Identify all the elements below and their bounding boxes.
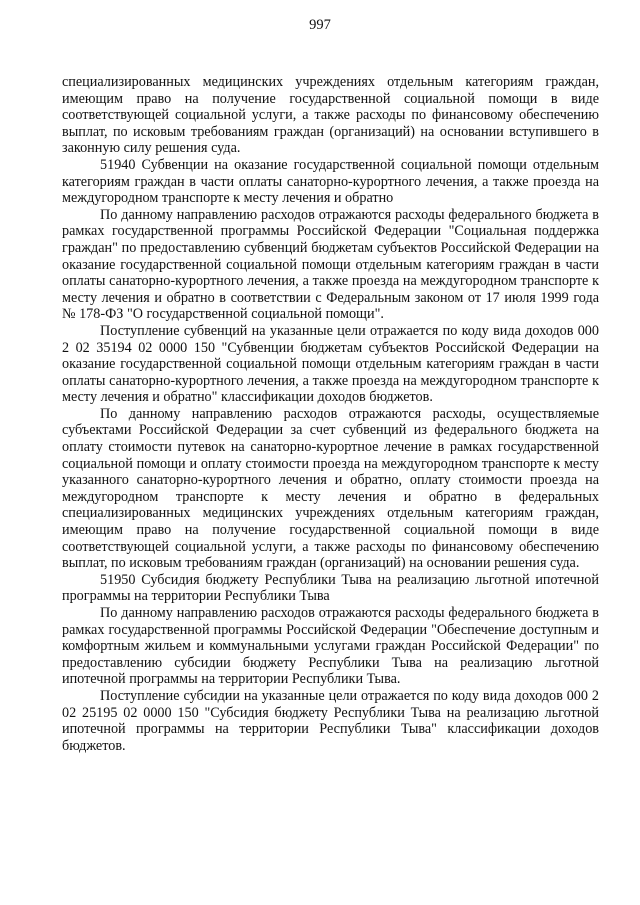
paragraph: По данному направлению расходов отражаются расходы федерального бюджета в рамках государственной программы Российской Федерации "Обеспечение доступным и комфортным жильем и коммунальными услугами граждан Российской Федерации" по предоставлению субсидии бюджету Республики Тыва на реализацию льготной ипотечной программы на территории Республики Тыва. xyxy=(62,605,599,688)
document-body xyxy=(62,74,599,754)
paragraph: По данному направлению расходов отражаются расходы федерального бюджета в рамках государственной программы Российской Федерации "Социальная поддержка граждан" по предоставлению субвенций бюджетам субъектов Российской Федерации на оказание государственной социальной помощи отдельным категориям граждан в части оплаты санаторно-курортного лечения, а также проезда на междугородном транспорте к месту лечения и обратно в соответствии с Федеральным законом от 17 июля 1999 года № 178-ФЗ "О государственной социальной помощи". xyxy=(62,206,599,323)
paragraph: Поступление субсидии на указанные цели отражается по коду вида доходов 000 2 02 25195 02 0000 150 "Субсидия бюджету Республики Тыва на реализацию льготной ипотечной программы на территории Республики Тыва" классификации доходов бюджетов. xyxy=(62,687,599,754)
section-heading-51940: 51940 Субвенции на оказание государственной социальной помощи отдельным категориям граждан в части оплаты санаторно-курортного лечения, а также проезда на междугородном транспорте к месту лечения и обратно xyxy=(62,156,599,207)
paragraph: По данному направлению расходов отражаются расходы, осуществляемые субъектами Российской Федерации за счет субвенций из федерального бюджета на оплату стоимости путевок на санаторно-курортное лечение в рамках государственной социальной помощи и оплату стоимости проезда на междугородном транспорте к месту указанного санаторно-курортного лечения и обратно, оплату стоимости проезда на междугородном транспорте к месту лечения и обратно в федеральных специализированных медицинских учреждениях отдельным категориям граждан, имеющим право на получение государственной социальной помощи в виде соответствующей социальной услуги, а также расходы по финансовому обеспечению выплат, по исковым требованиям граждан (организаций) на основании решения суда. xyxy=(62,405,599,572)
paragraph-continued: специализированных медицинских учреждениях отдельным категориям граждан, имеющим право на получение государственной социальной помощи в виде соответствующей социальной услуги, а также расходы по финансовому обеспечению выплат, по исковым требованиям граждан (организаций) на основании вступившего в законную силу решения суда. xyxy=(62,74,599,157)
page-number: 997 xyxy=(309,17,331,33)
paragraph: Поступление субвенций на указанные цели отражается по коду вида доходов 000 2 02 35194 02 0000 150 "Субвенции бюджетам субъектов Российской Федерации на оказание государственной социальной помощи отдельным категориям граждан в части оплаты санаторно-курортного лечения, а также проезда на междугородном транспорте к месту лечения и обратно" классификации доходов бюджетов. xyxy=(62,322,599,406)
section-heading-51950: 51950 Субсидия бюджету Республики Тыва на реализацию льготной ипотечной программы на территории Республики Тыва xyxy=(62,571,599,605)
